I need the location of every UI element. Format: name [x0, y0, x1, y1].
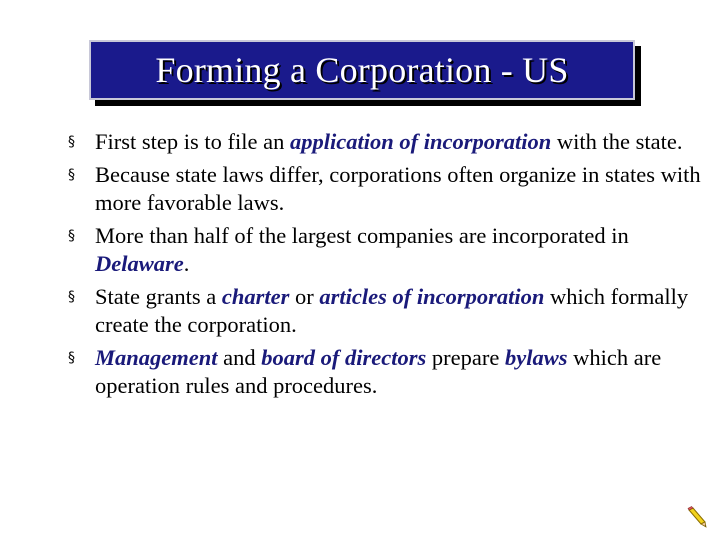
bullet-marker-icon: §	[68, 167, 75, 183]
bullet-text: and	[217, 345, 262, 370]
bullet-marker-icon: §	[68, 289, 75, 305]
bullet-marker-icon: §	[68, 228, 75, 244]
bullet-text: which are operation rules and procedures.	[95, 345, 662, 398]
bullet-marker-icon: §	[68, 350, 75, 366]
bullet-item	[64, 161, 714, 217]
bullet-text: First step is to file an	[95, 129, 290, 154]
bullet-item	[64, 128, 714, 156]
emphasized-term: articles of incorporation	[319, 284, 545, 309]
bullet-text: with the state.	[551, 129, 683, 154]
emphasized-term: charter	[221, 284, 290, 309]
bullet-text: prepare	[426, 345, 505, 370]
pencil-icon[interactable]	[686, 506, 708, 528]
bullet-item	[64, 283, 714, 339]
bullet-text: More than half of the largest companies are incorporated in	[95, 223, 629, 248]
emphasized-term: board of directors	[261, 345, 427, 370]
slide-title: Forming a Corporation - US	[155, 50, 569, 90]
emphasized-term: bylaws	[504, 345, 568, 370]
bullet-list	[64, 128, 714, 405]
bullet-text: or	[289, 284, 320, 309]
bullet-marker-icon: §	[68, 134, 75, 150]
title-box	[89, 40, 635, 100]
bullet-text: State grants a	[95, 284, 222, 309]
bullet-text: .	[183, 251, 190, 276]
emphasized-term: application of incorporation	[290, 129, 552, 154]
bullet-text: Because state laws differ, corporations often organize in states with more favorable laws.	[95, 162, 701, 215]
bullet-text: which formally create the corporation.	[95, 284, 689, 337]
emphasized-term: Delaware	[95, 251, 184, 276]
bullet-item	[64, 344, 714, 400]
emphasized-term: Management	[95, 345, 218, 370]
bullet-item	[64, 222, 714, 278]
